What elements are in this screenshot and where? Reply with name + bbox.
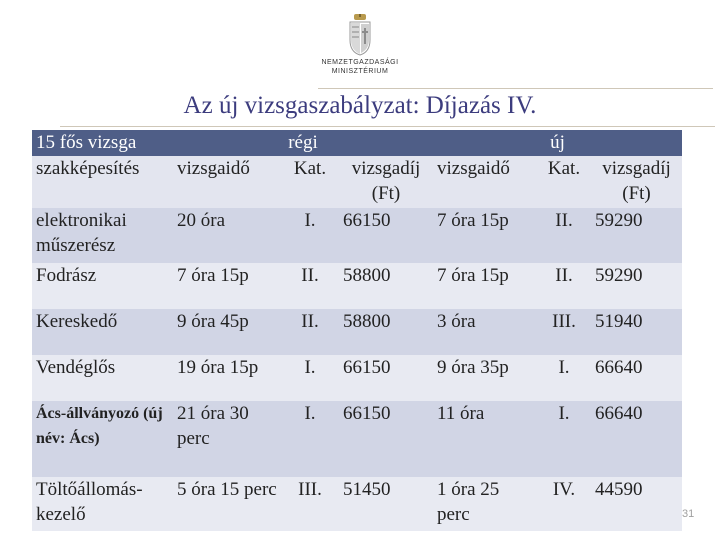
table-row <box>32 355 682 401</box>
row-name: Fodrász <box>32 263 173 309</box>
column-header: vizsgaidő <box>173 156 281 208</box>
old-fee: 66150 <box>339 355 433 401</box>
new-category: III. <box>537 309 591 355</box>
new-fee: 44590 <box>591 477 682 531</box>
fee-table <box>32 130 682 531</box>
old-fee: 58800 <box>339 309 433 355</box>
row-name: elektronikai műszerész <box>32 208 173 263</box>
old-category: I. <box>281 401 339 477</box>
new-category: I. <box>537 401 591 477</box>
column-header: szakképesítés <box>32 156 173 208</box>
table-row <box>32 401 682 477</box>
group-header-exam-size: 15 fős vizsga <box>32 130 173 156</box>
table-row <box>32 477 682 531</box>
ministry-name-line1: NEMZETGAZDASÁGI <box>321 59 399 66</box>
group-header-old: régi <box>173 130 433 156</box>
new-category: IV. <box>537 477 591 531</box>
ministry-logo <box>300 14 420 84</box>
column-header: Kat. <box>537 156 591 208</box>
row-name: Kereskedő <box>32 309 173 355</box>
row-name: Ács-állványozó (új név: Ács) <box>32 401 173 477</box>
new-exam-time: 9 óra 35p <box>433 355 537 401</box>
new-exam-time: 7 óra 15p <box>433 208 537 263</box>
new-fee: 66640 <box>591 401 682 477</box>
new-exam-time: 3 óra <box>433 309 537 355</box>
new-fee: 59290 <box>591 208 682 263</box>
new-category: II. <box>537 208 591 263</box>
new-category: I. <box>537 355 591 401</box>
new-exam-time: 7 óra 15p <box>433 263 537 309</box>
old-exam-time: 21 óra 30 perc <box>173 401 281 477</box>
old-category: II. <box>281 263 339 309</box>
page-number: 31 <box>682 508 695 520</box>
old-category: I. <box>281 208 339 263</box>
slide-title: Az új vizsgaszabályzat: Díjazás IV. <box>183 92 537 119</box>
row-name: Töltőállomás-kezelő <box>32 477 173 531</box>
new-fee: 59290 <box>591 263 682 309</box>
old-exam-time: 19 óra 15p <box>173 355 281 401</box>
new-exam-time: 11 óra <box>433 401 537 477</box>
old-category: II. <box>281 309 339 355</box>
column-header: vizsgadíj (Ft) <box>339 156 433 208</box>
new-exam-time: 1 óra 25 perc <box>433 477 537 531</box>
old-exam-time: 5 óra 15 perc <box>173 477 281 531</box>
new-fee: 66640 <box>591 355 682 401</box>
new-category: II. <box>537 263 591 309</box>
old-fee: 58800 <box>339 263 433 309</box>
ministry-name-line2: MINISZTÉRIUM <box>331 68 389 75</box>
group-header-new: új <box>433 130 682 156</box>
group-header-row <box>32 130 682 156</box>
old-fee: 66150 <box>339 208 433 263</box>
table-row <box>32 208 682 263</box>
table-row <box>32 263 682 309</box>
column-header: vizsgaidő <box>433 156 537 208</box>
old-exam-time: 7 óra 15p <box>173 263 281 309</box>
header-divider <box>318 88 713 89</box>
old-category: I. <box>281 355 339 401</box>
column-header: vizsgadíj (Ft) <box>591 156 682 208</box>
old-category: III. <box>281 477 339 531</box>
old-fee: 51450 <box>339 477 433 531</box>
column-header: Kat. <box>281 156 339 208</box>
new-fee: 51940 <box>591 309 682 355</box>
row-name: Vendéglős <box>32 355 173 401</box>
old-exam-time: 20 óra <box>173 208 281 263</box>
table-row <box>32 309 682 355</box>
old-fee: 66150 <box>339 401 433 477</box>
title-divider <box>60 126 715 127</box>
coat-of-arms-icon <box>347 14 373 56</box>
old-exam-time: 9 óra 45p <box>173 309 281 355</box>
column-header-row <box>32 156 682 208</box>
